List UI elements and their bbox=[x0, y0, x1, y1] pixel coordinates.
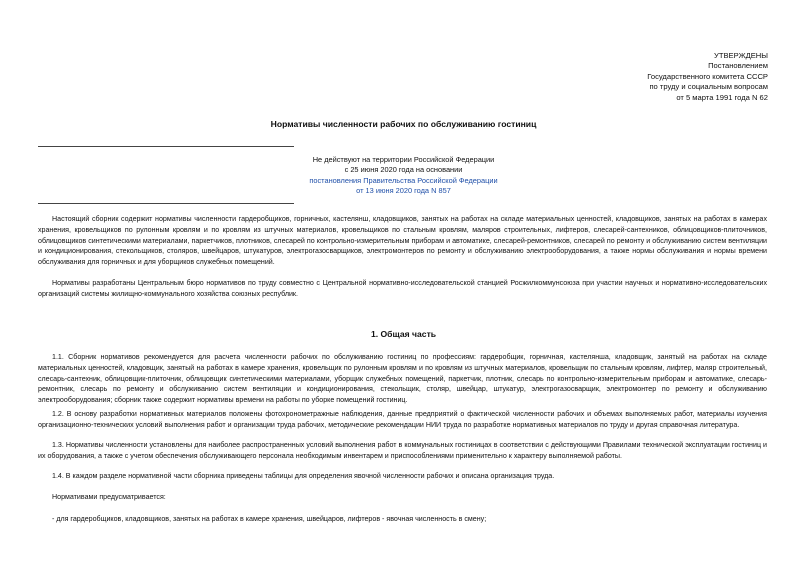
approved-label: УТВЕРЖДЕНЫ bbox=[714, 51, 768, 60]
decree-date: от 5 марта 1991 года N 62 bbox=[676, 92, 768, 102]
document-title: Нормативы численности рабочих по обслуживанию гостиниц bbox=[270, 119, 537, 129]
notice-line-1: Не действуют на территории Российской Федерации bbox=[312, 155, 495, 164]
section-heading: 1. Общая часть bbox=[370, 329, 437, 339]
issues-label: по труду и социальным вопросам bbox=[649, 82, 768, 92]
approval-stamp bbox=[508, 51, 768, 103]
committee-label: Государственного комитета СССР bbox=[647, 71, 768, 81]
clause-1-1: 1.1. Сборник нормативов рекомендуется для расчета численности рабочих по обслуживанию гостиниц по профессиям: гардеробщик, горничная, кастелянша, кладовщик, занятый на работах на складе материальных ценностей, кладовщик, занятый на работах в камере хранения, кровельщик по рулонным кровлям и по кровлям из штучных материалов, кровельщик по стальным кровлям, лифтер, маляр строительный, слесарь-сантехник, облицовщик-плиточник, облицовщик синтетическими материалами, уборщик служебных помещений, паркетчик, плотник, слесарь по контрольно-измерительным приборам и автоматике, слесарь-ремонтник, слесарь по ремонту и обслуживанию систем вентиляции и кондиционирования, стекольщик, столяр, швейцар, штукатур, электрогазосварщик, электромонтер по ремонту и обслуживанию электрооборудования; сборник также содержит нормативы времени на работы по уборке помещений гостиниц. bbox=[38, 353, 767, 405]
intro-paragraph-1: Настоящий сборник содержит нормативы численности гардеробщиков, горничных, кастелянш, кладовщиков, занятых на работах на складе материальных ценностей, кладовщиков, занятых на работах в камерах хранения, кровельщиков по рулонным кровлям и по кровлям из штучных материалов, кровельщиков по стальным кровлям, маляров строительных, лифтеров, слесарей-сантехников, облицовщиков-плиточников, облицовщиков синтетическими материалами, паркетчиков, плотников, слесарей по контрольно-измерительным приборам и автоматике, слесарей-ремонтников, слесарей по ремонту и обслуживанию систем вентиляции и кондиционирования, стекольщиков, столяров, швейцаров, штукатуров, электрогазосварщиков, электромонтеров по ремонту и обслуживанию электрооборудования, а также нормы обслуживания и нормы времени обслуживания для горничных и для уборщиков служебных помещений. bbox=[38, 215, 767, 267]
government-decree-link[interactable]: постановления Правительства Российской Федерации bbox=[309, 175, 498, 185]
clause-1-4: 1.4. В каждом разделе нормативной части сборника приведены таблицы для определения явочной численности рабочих и описана организация труда. bbox=[52, 472, 555, 480]
notice-divider-bottom bbox=[38, 203, 294, 204]
validity-notice bbox=[0, 155, 807, 197]
clause-1-3: 1.3. Нормативы численности установлены для наиболее распространенных условий выполнения работ в коммунальных гостиницах в соответствии с действующими Правилами технической эксплуатации гостиниц и их оборудования, а также с учетом обеспечения обслуживающего персонала необходимым инвентарем и приспособлениями применительно к характеру выполняемой работы. bbox=[38, 441, 767, 460]
intro-paragraph-2: Нормативы разработаны Центральным бюро нормативов по труду совместно с Центральной нормативно-исследовательской станцией Росжилкоммунсоюза при участии научных и нормативно-исследовательских организаций системы жилищно-коммунального хозяйства союзных республик. bbox=[38, 279, 767, 298]
decree-label: Постановлением bbox=[708, 61, 768, 71]
clause-1-2: 1.2. В основу разработки нормативных материалов положены фотохронометражные наблюдения, данные предприятий о фактической численности рабочих и объемах выполняемых работ, материалы изучения организационно-технических условий выполнения работ и организации труда рабочих, методические рекомендации НИИ труда по разработке нормативных материалов по труду и другая справочная литература. bbox=[38, 410, 767, 429]
norms-item-1: - для гардеробщиков, кладовщиков, занятых на работах в камере хранения, швейцаров, лифтеров - явочная численность в смену; bbox=[52, 515, 487, 523]
notice-divider-top bbox=[38, 146, 294, 147]
government-decree-date-link[interactable]: от 13 июня 2020 года N 857 bbox=[356, 186, 451, 196]
norms-intro: Нормативами предусматривается: bbox=[52, 493, 166, 501]
notice-line-2: с 25 июня 2020 года на основании bbox=[344, 165, 463, 175]
